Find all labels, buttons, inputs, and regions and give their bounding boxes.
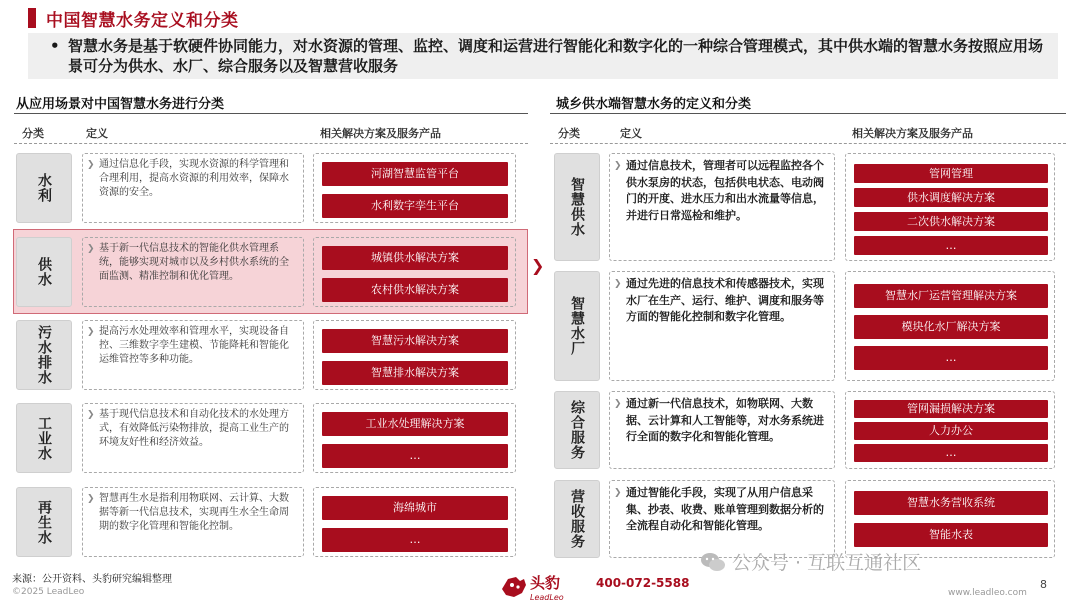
category-label: 综合服务 xyxy=(569,400,585,460)
watermark-text: 公众号 · 互联互通社区 xyxy=(732,552,922,574)
right-definition-box xyxy=(609,271,835,381)
chevron-icon: ❯ xyxy=(87,494,95,504)
category-label: 供水 xyxy=(36,257,52,287)
product-tag: 河湖智慧监管平台 xyxy=(322,162,508,186)
right-section-title: 城乡供水端智慧水务的定义和分类 xyxy=(556,97,752,112)
category-label: 智慧水厂 xyxy=(569,296,585,356)
chevron-icon: ❯ xyxy=(614,161,622,171)
definition-text: 通过智能化手段，实现了从用户信息采集、抄表、收费、账单管理到数据分析的全流程自动化和智能化管理。 xyxy=(626,486,824,532)
chevron-icon: ❯ xyxy=(614,279,622,289)
chevron-icon: ❯ xyxy=(87,410,95,420)
chevron-icon: ❯ xyxy=(614,399,622,409)
chevron-icon: ❯ xyxy=(87,327,95,337)
summary-text: 智慧水务是基于软硬件协同能力，对水资源的管理、监控、调度和运营进行智能化和数字化的一种综合管理模式，其中供水端的智慧水务按照应用场景可分为供水、水厂、综合服务以及智慧营收服务 xyxy=(68,37,1044,75)
definition-text: 通过先进的信息技术和传感器技术，实现水厂在生产、运行、维护、调度和服务等方面的智能化控制和数字化管理。 xyxy=(626,277,824,323)
left-category-box xyxy=(16,403,72,473)
category-label: 污水排水 xyxy=(36,325,52,385)
left-products-box xyxy=(313,153,516,223)
product-tag: … xyxy=(322,444,508,468)
product-tag: 供水调度解决方案 xyxy=(854,188,1048,207)
right-category-box xyxy=(554,271,600,381)
product-tag: … xyxy=(854,346,1048,370)
right-products-box xyxy=(845,480,1055,558)
right-category-box xyxy=(554,153,600,261)
logo-subtext: LeadLeo xyxy=(530,593,564,602)
right-category-box xyxy=(554,480,600,558)
right-col-products: 相关解决方案及服务产品 xyxy=(852,127,973,140)
product-tag: 水利数字孪生平台 xyxy=(322,194,508,218)
left-section-divider xyxy=(14,113,528,114)
left-products-box xyxy=(313,320,516,390)
product-tag: 二次供水解决方案 xyxy=(854,212,1048,231)
product-tag: 智慧水厂运营管理解决方案 xyxy=(854,284,1048,308)
left-col-definition: 定义 xyxy=(86,127,108,140)
left-category-box xyxy=(16,237,72,307)
chevron-icon: ❯ xyxy=(614,488,622,498)
logo-text: 头豹 xyxy=(530,574,561,592)
left-products-box xyxy=(313,403,516,473)
product-tag: … xyxy=(854,236,1048,255)
left-definition-box xyxy=(82,403,304,473)
left-products-box xyxy=(313,237,516,307)
right-header-divider xyxy=(550,143,1066,144)
definition-text: 通过信息化手段，实现水资源的科学管理和合理利用，提高水资源的利用效率，保障水资源的安全。 xyxy=(99,159,289,198)
left-col-category: 分类 xyxy=(22,127,44,140)
product-tag: 管网管理 xyxy=(854,164,1048,183)
category-label: 水利 xyxy=(36,173,52,203)
definition-text: 基于新一代信息技术的智能化供水管理系统，能够实现对城市以及乡村供水系统的全面监测、精准控制和优化管理。 xyxy=(99,243,289,282)
definition-text: 通过信息技术，管理者可以远程监控各个供水泵房的状态，包括供电状态、电动阀门的开度、进水压力和出水流量等信息，并进行日常巡检和维护。 xyxy=(626,159,824,222)
definition-text: 基于现代信息技术和自动化技术的水处理方式，有效降低污染物排放，提高工业生产的环境友好性和经济效益。 xyxy=(99,409,289,448)
definition-text: 提高污水处理效率和管理水平，实现设备自控、三维数字孪生建模、节能降耗和智能化运维管控等多种功能。 xyxy=(99,326,289,365)
product-tag: 城镇供水解决方案 xyxy=(322,246,508,270)
right-category-box xyxy=(554,391,600,469)
right-section-divider xyxy=(550,113,1066,114)
right-definition-box xyxy=(609,480,835,558)
right-col-definition: 定义 xyxy=(620,127,642,140)
left-definition-box xyxy=(82,153,304,223)
category-label: 智慧供水 xyxy=(569,177,585,237)
definition-text: 通过新一代信息技术，如物联网、大数据、云计算和人工智能等，对水务系统进行全面的数字化和智能化管理。 xyxy=(626,397,824,443)
left-header-divider xyxy=(14,143,528,144)
left-col-products: 相关解决方案及服务产品 xyxy=(320,127,441,140)
left-definition-box xyxy=(82,320,304,390)
product-tag: 智慧水务营收系统 xyxy=(854,491,1048,515)
source-note: 来源：公开资料、头豹研究编辑整理 xyxy=(12,574,172,585)
chevron-right-icon: ❯ xyxy=(531,256,545,275)
title-accent-bar xyxy=(28,8,36,28)
product-tag: 智慧排水解决方案 xyxy=(322,361,508,385)
right-definition-box xyxy=(609,153,835,261)
right-products-box xyxy=(845,271,1055,381)
copyright: ©2025 LeadLeo xyxy=(12,587,85,597)
left-definition-box xyxy=(82,237,304,307)
left-category-box xyxy=(16,487,72,557)
left-definition-box xyxy=(82,487,304,557)
hotline: 400-072-5588 xyxy=(596,576,690,590)
product-tag: … xyxy=(322,528,508,552)
summary-box xyxy=(28,33,1058,79)
page-title: 中国智慧水务定义和分类 xyxy=(46,11,239,31)
left-section-title: 从应用场景对中国智慧水务进行分类 xyxy=(16,97,225,112)
right-products-box xyxy=(845,153,1055,261)
category-label: 工业水 xyxy=(36,415,52,461)
product-tag: 工业水处理解决方案 xyxy=(322,412,508,436)
chevron-icon: ❯ xyxy=(87,160,95,170)
product-tag: 智能水表 xyxy=(854,523,1048,547)
right-definition-box xyxy=(609,391,835,469)
product-tag: 智慧污水解决方案 xyxy=(322,329,508,353)
product-tag: 管网漏损解决方案 xyxy=(854,400,1048,418)
left-category-box xyxy=(16,153,72,223)
wechat-icon xyxy=(700,551,726,573)
right-products-box xyxy=(845,391,1055,469)
watermark xyxy=(700,548,921,575)
product-tag: … xyxy=(854,444,1048,462)
page-number: 8 xyxy=(1040,578,1047,591)
product-tag: 农村供水解决方案 xyxy=(322,278,508,302)
summary-bullet: • xyxy=(50,37,60,55)
chevron-icon: ❯ xyxy=(87,244,95,254)
product-tag: 海绵城市 xyxy=(322,496,508,520)
category-label: 再生水 xyxy=(36,499,52,545)
website: www.leadleo.com xyxy=(948,588,1027,598)
leopard-icon xyxy=(498,569,588,605)
product-tag: 模块化水厂解决方案 xyxy=(854,315,1048,339)
category-label: 营收服务 xyxy=(569,489,585,549)
left-products-box xyxy=(313,487,516,557)
left-category-box xyxy=(16,320,72,390)
right-col-category: 分类 xyxy=(558,127,580,140)
product-tag: 人力办公 xyxy=(854,422,1048,440)
leadleo-logo xyxy=(498,569,588,605)
definition-text: 智慧再生水是指利用物联网、云计算、大数据等新一代信息技术，实现再生水全生命周期的数字化管理和智能化控制。 xyxy=(99,493,289,532)
